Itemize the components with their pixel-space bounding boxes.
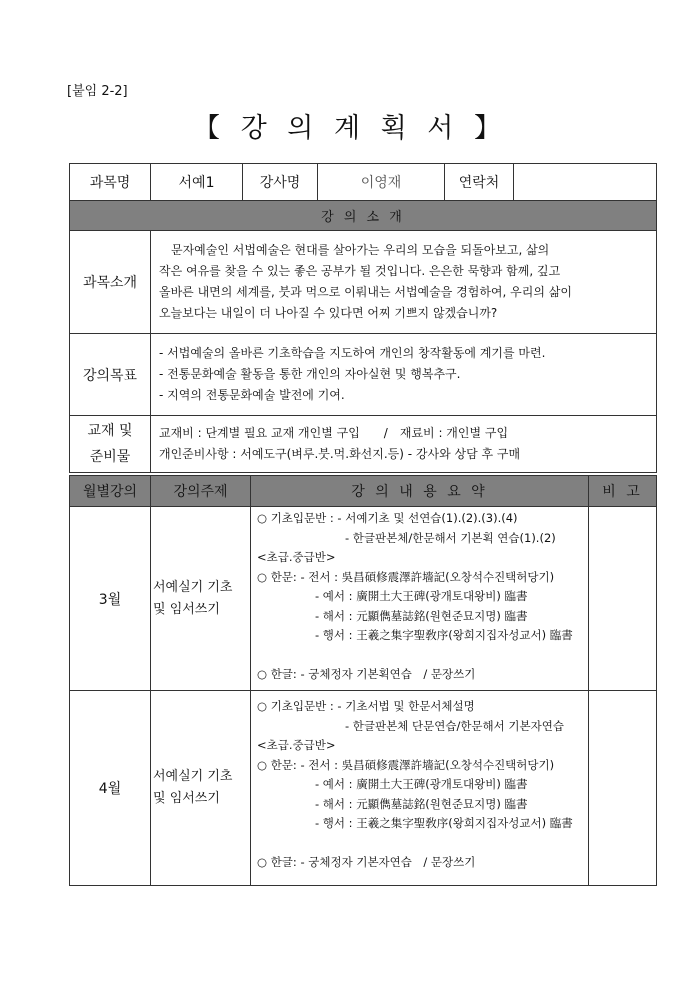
goal-item: - 지역의 전통문화예술 발전에 기여. (159, 388, 345, 402)
materials-label-line: 교재 및 (87, 423, 133, 439)
summary-line: - 예서 : 廣開土大王碑(광개토대왕비) 臨書 (315, 589, 528, 603)
summary-line: - 해서 : 元顯儁墓誌銘(원현준묘지명) 臨書 (315, 608, 528, 623)
header-month: 월별강의 (70, 476, 151, 507)
schedule-table (69, 475, 657, 886)
month-row-april (70, 691, 657, 886)
overview-text (151, 231, 657, 334)
page-title: 【 강 의 계 획 서 】 (193, 113, 507, 144)
materials-label-line: 준비물 (89, 449, 131, 465)
goal-item: - 전통문화예술 활동을 통한 개인의 자아실현 및 행복추구. (159, 367, 461, 381)
summary (251, 507, 589, 691)
instructor-value: 이영재 (318, 164, 445, 201)
summary-line: ○ 기초입문반 : - 기초서법 및 한문서체설명 (257, 699, 475, 713)
summary-line: - 한글판본체 단문연습/한문해서 기본자연습 (345, 718, 564, 733)
header-note: 비 고 (589, 476, 657, 507)
topic-line: 및 임서쓰기 (153, 601, 220, 617)
topic-line: 및 임서쓰기 (153, 791, 220, 806)
topic (151, 507, 251, 691)
summary-line: - 예서 : 廣開土大王碑(광개토대왕비) 臨書 (315, 777, 528, 791)
summary-line: - 행서 : 王羲之集字聖敎序(왕희지집자성교서) 臨書 (315, 628, 573, 642)
summary-line: - 해서 : 元顯儁墓誌銘(원현준묘지명) 臨書 (315, 796, 528, 811)
spacer (257, 646, 582, 665)
materials-line: 개인준비사항 : 서예도구(벼루.붓.먹.화선지.등) - 강사와 상담 후 구매 (159, 447, 521, 461)
month-row-march (70, 507, 657, 691)
spacer (257, 834, 582, 853)
summary (251, 691, 589, 886)
overview-label: 과목소개 (70, 231, 151, 334)
summary-line: ○ 한글: - 궁체정자 기본획연습 / 문장쓰기 (257, 666, 476, 681)
instructor-label: 강사명 (243, 164, 318, 201)
materials-label (70, 416, 151, 473)
intro-header: 강 의 소 개 (70, 201, 657, 231)
contact-label: 연락처 (445, 164, 514, 201)
topic-line: 서예실기 기초 (153, 579, 233, 595)
course-value: 서예1 (151, 164, 243, 201)
summary-line: <초급.중급반> (257, 738, 336, 752)
materials-text (151, 416, 657, 473)
month-label: 3월 (70, 507, 151, 691)
header-summary: 강 의 내 용 요 약 (251, 476, 589, 507)
overview-line: 올바른 내면의 세계를, 붓과 먹으로 이뤄내는 서법예술을 경험하여, 우리의 삶이 (159, 285, 572, 299)
materials-line: 교재비 : 단계별 필요 교재 개인별 구입 / 재료비 : 개인별 구입 (159, 426, 509, 440)
month-label: 4월 (70, 691, 151, 886)
topic-line: 서예실기 기초 (153, 769, 233, 784)
summary-line: <초급.중급반> (257, 550, 336, 564)
goals-label: 강의목표 (70, 334, 151, 416)
summary-line: - 행서 : 王羲之集字聖敎序(왕희지집자성교서) 臨書 (315, 816, 573, 830)
goal-item: - 서법예술의 올바른 기초학습을 지도하여 개인의 창작활동에 계기를 마련. (159, 346, 546, 360)
header-topic: 강의주제 (151, 476, 251, 507)
goals-text (151, 334, 657, 416)
summary-line: - 한글판본체/한문해서 기본획 연습(1).(2) (345, 530, 556, 545)
attachment-label: [붙임 2-2] (67, 84, 128, 99)
overview-line: 문자예술인 서법예술은 현대를 살아가는 우리의 모습을 되돌아보고, 삶의 (159, 243, 550, 257)
info-table (69, 163, 657, 473)
note (589, 691, 657, 886)
course-label: 과목명 (70, 164, 151, 201)
contact-value (514, 164, 657, 201)
overview-line: 작은 여유를 찾을 수 있는 좋은 공부가 될 것입니다. 은은한 묵향과 함께, 깊고 (159, 264, 561, 278)
summary-line: ○ 한글: - 궁체정자 기본자연습 / 문장쓰기 (257, 854, 476, 869)
summary-line: ○ 한문: - 전서 : 吳昌碩修震澤許墻記(오창석수진택허당기) (257, 757, 555, 772)
overview-line: 오늘보다는 내일이 더 나아질 수 있다면 어찌 기쁘지 않겠습니까? (159, 306, 498, 320)
note (589, 507, 657, 691)
topic (151, 691, 251, 886)
summary-line: ○ 한문: - 전서 : 吳昌碩修震澤許墻記(오창석수진택허당기) (257, 569, 555, 584)
summary-line: ○ 기초입문반 : - 서예기초 및 선연습(1).(2).(3).(4) (257, 511, 518, 525)
